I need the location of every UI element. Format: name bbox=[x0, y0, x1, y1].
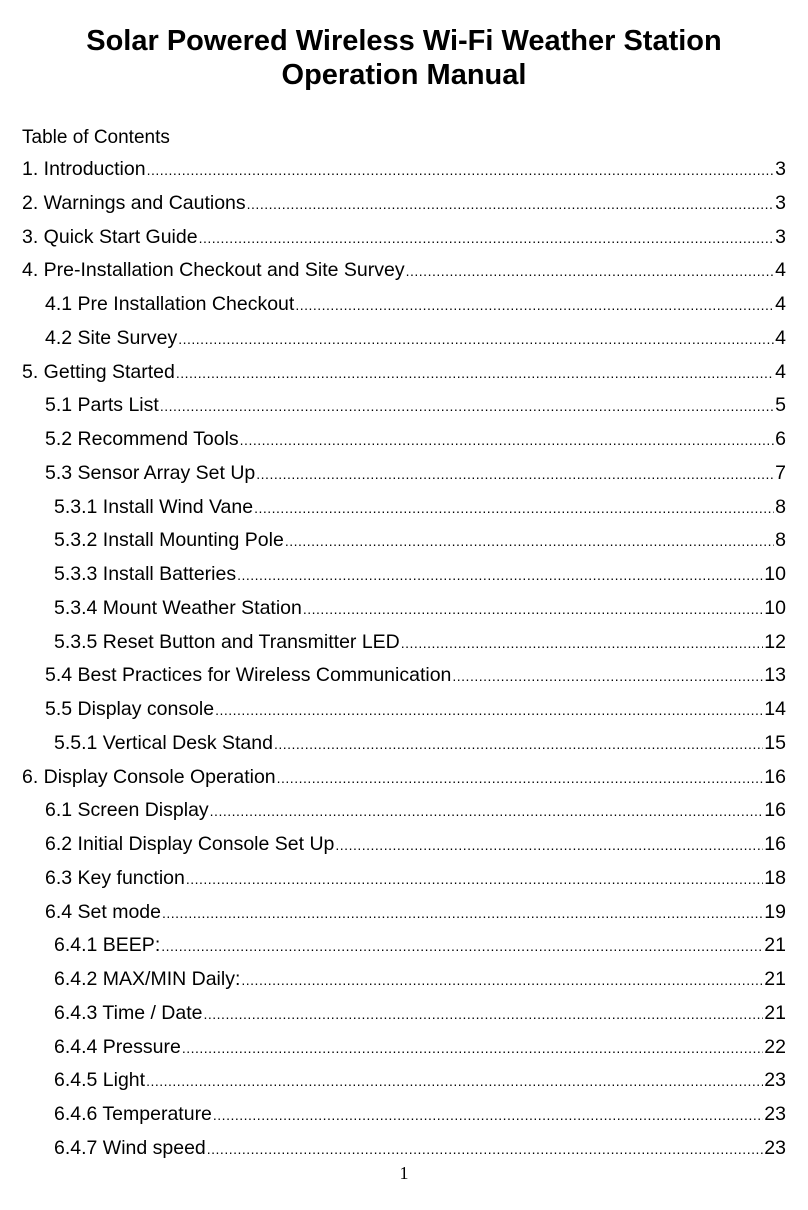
toc-entry-page: 8 bbox=[775, 529, 786, 552]
toc-entry-page: 23 bbox=[764, 1069, 786, 1092]
toc-heading: Table of Contents bbox=[22, 127, 170, 148]
toc-entry-label: 6.1 Screen Display bbox=[45, 799, 209, 822]
toc-dot-leader bbox=[176, 359, 774, 387]
toc-entry-page: 10 bbox=[764, 596, 786, 619]
toc-entry[interactable] bbox=[0, 1066, 808, 1100]
toc-dot-leader bbox=[178, 325, 774, 353]
toc-dot-leader bbox=[182, 1034, 763, 1062]
toc-entry-page: 18 bbox=[764, 866, 786, 889]
toc-dot-leader bbox=[147, 156, 775, 184]
toc-entry-page: 8 bbox=[775, 495, 786, 518]
toc-dot-leader bbox=[240, 426, 774, 454]
toc-dot-leader bbox=[256, 460, 774, 488]
toc-entry-label: 5.3.3 Install Batteries bbox=[54, 563, 237, 585]
toc-dot-leader bbox=[237, 561, 763, 589]
toc-entry-label: 3. Quick Start Guide bbox=[22, 225, 198, 248]
toc-entry[interactable] bbox=[0, 594, 808, 628]
toc-dot-leader bbox=[160, 392, 774, 420]
toc-dot-leader bbox=[199, 224, 775, 252]
toc-entry-label: 6.4.6 Temperature bbox=[54, 1103, 212, 1125]
toc-entry-label: 5.5.1 Vertical Desk Stand bbox=[54, 731, 273, 754]
toc-entry-page: 16 bbox=[764, 833, 786, 855]
toc-entry-label: 5.3.5 Reset Button and Transmitter LED bbox=[54, 630, 400, 653]
toc-entry[interactable] bbox=[0, 324, 808, 358]
toc-entry-page: 3 bbox=[775, 158, 786, 180]
toc-entry-label: 5.3.1 Install Wind Vane bbox=[54, 495, 254, 518]
document-title-line-1: Solar Powered Wireless Wi-Fi Weather Station bbox=[86, 25, 722, 57]
toc-dot-leader bbox=[285, 527, 774, 555]
toc-entry-label: 6.2 Initial Display Console Set Up bbox=[45, 833, 335, 855]
toc-entry[interactable] bbox=[0, 189, 808, 223]
toc-entry-page: 10 bbox=[764, 563, 786, 585]
toc-dot-leader bbox=[452, 662, 763, 690]
toc-entry-label: 2. Warnings and Cautions bbox=[22, 191, 246, 214]
toc-entry-label: 4. Pre-Installation Checkout and Site Survey bbox=[22, 259, 405, 282]
toc-entry[interactable] bbox=[0, 999, 808, 1033]
toc-entry-page: 12 bbox=[764, 630, 786, 653]
toc-entry[interactable] bbox=[0, 898, 808, 932]
toc-dot-leader bbox=[303, 595, 763, 623]
toc-entry-page: 4 bbox=[775, 259, 786, 282]
toc-entry[interactable] bbox=[0, 290, 808, 324]
toc-entry[interactable] bbox=[0, 661, 808, 695]
toc-entry[interactable] bbox=[0, 358, 808, 392]
table-of-contents bbox=[0, 155, 808, 1168]
toc-dot-leader bbox=[247, 190, 774, 218]
toc-entry[interactable] bbox=[0, 1033, 808, 1067]
toc-entry-page: 16 bbox=[764, 799, 786, 822]
toc-entry-page: 3 bbox=[775, 191, 786, 214]
toc-entry[interactable] bbox=[0, 223, 808, 257]
toc-entry-label: 6.4.2 MAX/MIN Daily: bbox=[54, 968, 241, 990]
toc-entry[interactable] bbox=[0, 830, 808, 864]
toc-entry-label: 6.4.4 Pressure bbox=[54, 1035, 181, 1058]
toc-entry-label: 6.4.1 BEEP: bbox=[54, 934, 161, 957]
toc-dot-leader bbox=[241, 966, 763, 994]
toc-dot-leader bbox=[335, 831, 763, 859]
toc-entry[interactable] bbox=[0, 391, 808, 425]
toc-entry[interactable] bbox=[0, 155, 808, 189]
toc-entry-label: 5.3.4 Mount Weather Station bbox=[54, 596, 302, 619]
toc-entry-label: 5.2 Recommend Tools bbox=[45, 428, 239, 450]
page-number: 1 bbox=[399, 1163, 409, 1183]
toc-entry-label: 4.2 Site Survey bbox=[45, 326, 178, 349]
toc-entry-page: 4 bbox=[775, 293, 786, 315]
toc-entry-page: 5 bbox=[775, 394, 786, 417]
toc-entry-label: 5. Getting Started bbox=[22, 360, 175, 383]
toc-entry[interactable] bbox=[0, 965, 808, 999]
toc-entry[interactable] bbox=[0, 931, 808, 965]
toc-entry[interactable] bbox=[0, 256, 808, 290]
toc-entry-label: 6.4 Set mode bbox=[45, 900, 161, 923]
toc-entry[interactable] bbox=[0, 695, 808, 729]
toc-dot-leader bbox=[406, 257, 775, 285]
toc-dot-leader bbox=[254, 494, 774, 522]
toc-entry-label: 5.5 Display console bbox=[45, 698, 215, 720]
toc-entry[interactable] bbox=[0, 493, 808, 527]
toc-entry[interactable] bbox=[0, 526, 808, 560]
toc-entry-label: 6.3 Key function bbox=[45, 866, 185, 889]
toc-entry-label: 1. Introduction bbox=[22, 158, 146, 180]
toc-entry-page: 14 bbox=[764, 698, 786, 720]
toc-entry-page: 4 bbox=[775, 360, 786, 383]
toc-entry-label: 6.4.3 Time / Date bbox=[54, 1001, 203, 1024]
toc-entry-label: 5.3.2 Install Mounting Pole bbox=[54, 529, 284, 552]
toc-entry-page: 19 bbox=[764, 900, 786, 923]
toc-entry-label: 4.1 Pre Installation Checkout bbox=[45, 293, 295, 315]
toc-dot-leader bbox=[215, 696, 763, 724]
toc-entry-page: 15 bbox=[764, 731, 786, 754]
toc-dot-leader bbox=[274, 730, 763, 758]
toc-entry-page: 7 bbox=[775, 461, 786, 484]
document-title bbox=[0, 24, 808, 92]
toc-entry[interactable] bbox=[0, 425, 808, 459]
toc-entry-page: 13 bbox=[764, 664, 786, 687]
toc-dot-leader bbox=[401, 629, 764, 657]
toc-entry-page: 22 bbox=[764, 1035, 786, 1058]
toc-entry[interactable] bbox=[0, 864, 808, 898]
toc-dot-leader bbox=[146, 1067, 763, 1095]
toc-dot-leader bbox=[213, 1101, 763, 1129]
toc-entry[interactable] bbox=[0, 459, 808, 493]
toc-entry-page: 21 bbox=[764, 934, 786, 957]
toc-entry-label: 6.4.7 Wind speed bbox=[54, 1136, 206, 1159]
toc-entry-page: 23 bbox=[764, 1103, 786, 1125]
toc-dot-leader bbox=[161, 932, 763, 960]
toc-dot-leader bbox=[207, 1135, 764, 1163]
toc-entry-label: 5.1 Parts List bbox=[45, 394, 159, 417]
toc-dot-leader bbox=[162, 899, 763, 927]
toc-entry-page: 21 bbox=[764, 968, 786, 990]
toc-entry-page: 23 bbox=[764, 1136, 786, 1159]
toc-entry[interactable] bbox=[0, 628, 808, 662]
toc-dot-leader bbox=[204, 1000, 764, 1028]
toc-entry[interactable] bbox=[0, 729, 808, 763]
toc-entry-label: 6.4.5 Light bbox=[54, 1069, 146, 1092]
toc-dot-leader bbox=[210, 797, 764, 825]
toc-entry[interactable] bbox=[0, 560, 808, 594]
toc-entry-page: 16 bbox=[764, 765, 786, 788]
toc-entry-page: 21 bbox=[764, 1001, 786, 1024]
toc-entry-page: 4 bbox=[775, 326, 786, 349]
toc-entry-label: 6. Display Console Operation bbox=[22, 765, 276, 788]
toc-entry-page: 6 bbox=[775, 428, 786, 450]
toc-entry[interactable] bbox=[0, 1100, 808, 1134]
toc-entry[interactable] bbox=[0, 796, 808, 830]
toc-entry-label: 5.4 Best Practices for Wireless Communication bbox=[45, 664, 452, 687]
toc-entry-page: 3 bbox=[775, 225, 786, 248]
toc-dot-leader bbox=[295, 291, 774, 319]
toc-dot-leader bbox=[186, 865, 763, 893]
toc-dot-leader bbox=[277, 764, 764, 792]
toc-entry[interactable] bbox=[0, 763, 808, 797]
toc-entry-label: 5.3 Sensor Array Set Up bbox=[45, 461, 256, 484]
document-title-line-2: Operation Manual bbox=[281, 59, 527, 91]
